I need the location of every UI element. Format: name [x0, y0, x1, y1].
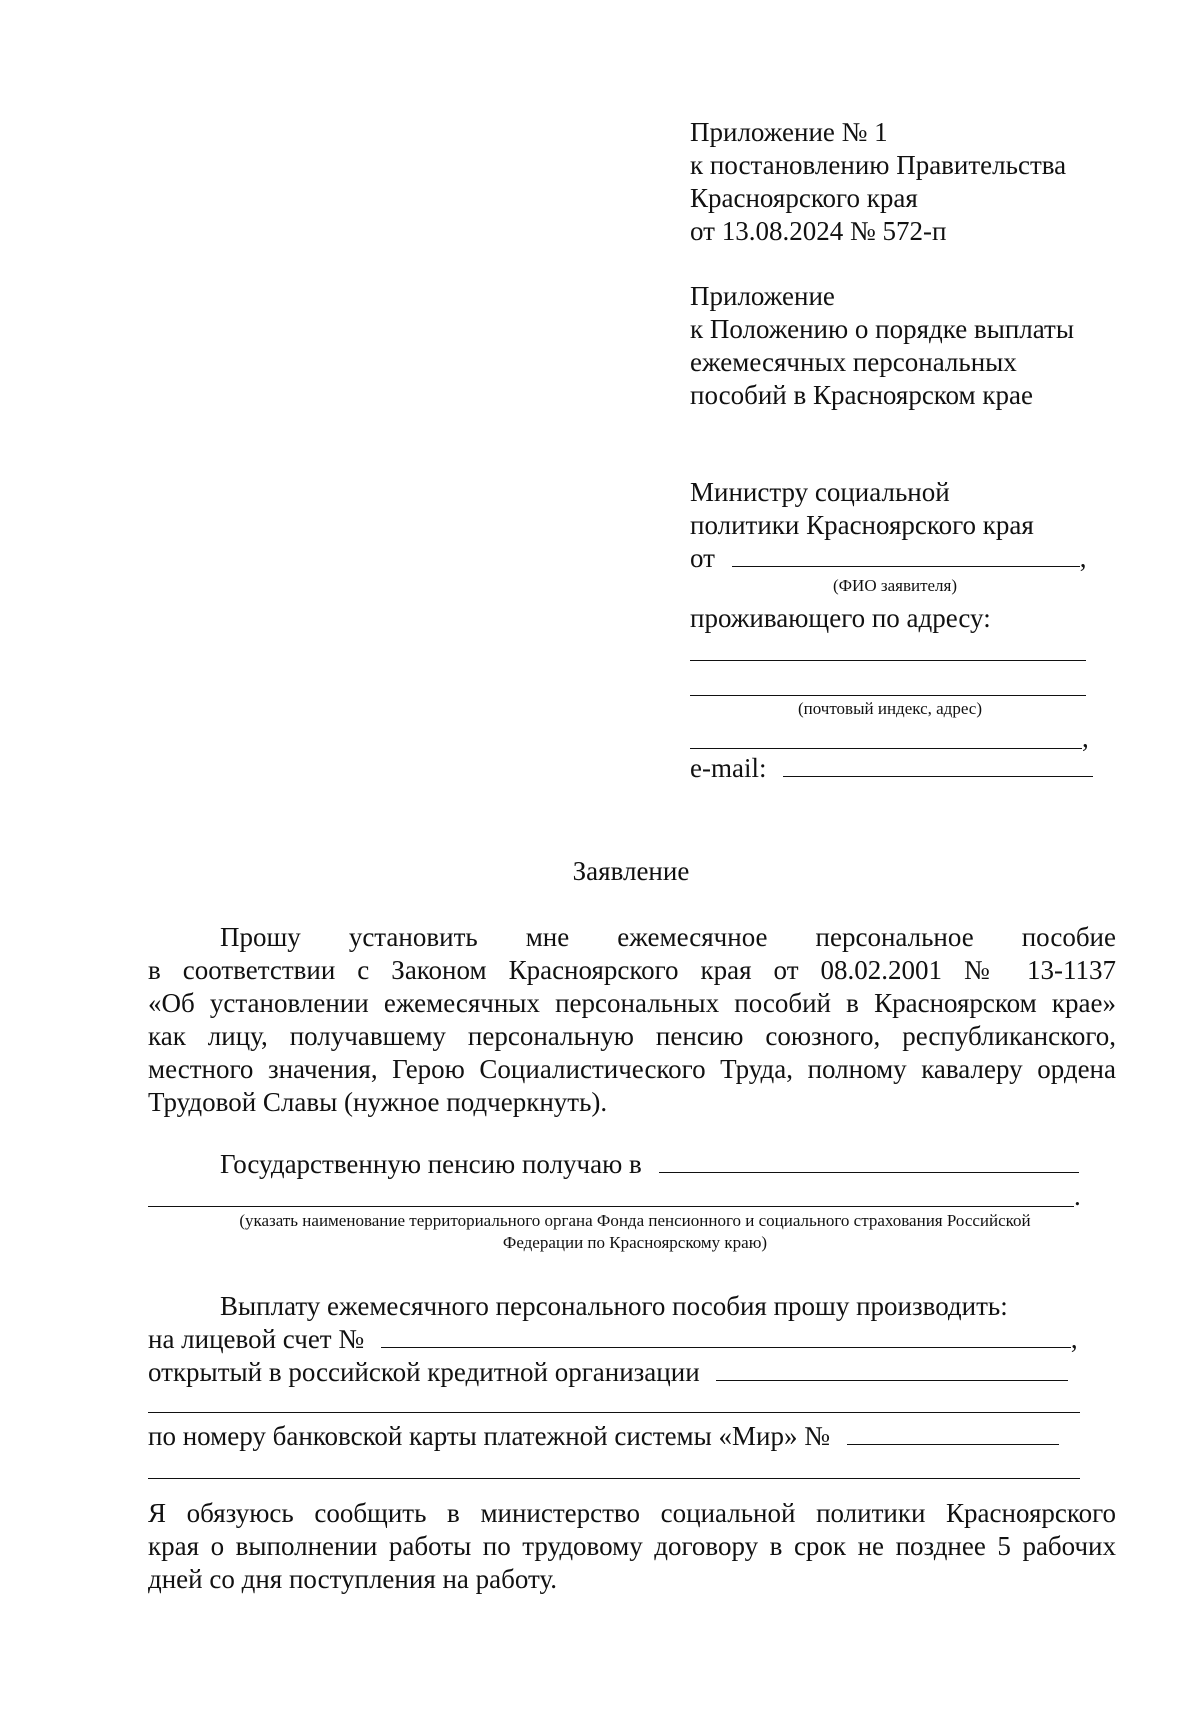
card-label: по номеру банковской карты платежной системы «Мир» №: [148, 1421, 831, 1451]
pension-hint-line: (указать наименование территориального органа Фонда пенсионного и социального страхования Российской: [239, 1211, 1031, 1230]
request-line: в соответствии с Законом Красноярского края от 08.02.2001 № 13-1137: [148, 955, 1116, 985]
pension-period: .: [1074, 1181, 1081, 1211]
card-number-field-line-2[interactable]: [148, 1478, 1080, 1479]
address-field-line-2[interactable]: [690, 695, 1086, 696]
bank-name-field[interactable]: [716, 1356, 1068, 1381]
address-comma: ,: [1082, 723, 1089, 753]
pension-hint: [140, 1210, 1130, 1254]
pension-row: [220, 1148, 1079, 1181]
pension-label: Государственную пенсию получаю в: [220, 1149, 642, 1179]
applicant-name-field[interactable]: [732, 542, 1080, 567]
from-label: от: [690, 543, 715, 573]
account-label: на лицевой счет №: [148, 1324, 365, 1354]
account-row: [148, 1323, 1078, 1356]
appendix-1-line: к постановлению Правительства: [690, 150, 1067, 180]
address-hint: (почтовый индекс, адрес): [797, 699, 982, 718]
bank-label: открытый в российской кредитной организации: [148, 1357, 700, 1387]
obligation-line: дней со дня поступления на работу.: [148, 1564, 558, 1594]
appendix-1-line: от 13.08.2024 № 572-п: [690, 216, 947, 246]
appendix-2-line: пособий в Красноярском крае: [690, 380, 1033, 410]
fio-hint: (ФИО заявителя): [832, 576, 958, 595]
card-number-field[interactable]: [847, 1420, 1059, 1445]
account-number-field[interactable]: [381, 1323, 1071, 1348]
obligation-line: Я обязуюсь сообщить в министерство социальной политики Красноярского: [148, 1498, 1116, 1528]
appendix-1-header: [690, 116, 1066, 248]
email-row: [690, 752, 1093, 785]
appendix-2-line: ежемесячных персональных: [690, 347, 1017, 377]
residing-label: проживающего по адресу:: [690, 603, 991, 633]
addressee-line: Министру социальной: [690, 477, 950, 507]
request-line: Трудовой Славы (нужное подчеркнуть).: [148, 1087, 608, 1117]
addressee-line: политики Красноярского края: [690, 510, 1034, 540]
address-field-line-3[interactable]: [690, 748, 1082, 749]
appendix-2-header: [690, 280, 1074, 412]
appendix-2-line: Приложение: [690, 281, 835, 311]
obligation-paragraph: [148, 1497, 1116, 1596]
addressee-block: [690, 476, 1034, 542]
pension-office-field[interactable]: [659, 1148, 1079, 1173]
appendix-1-line: Красноярского края: [690, 183, 918, 213]
request-line: «Об установлении ежемесячных персональных пособий в Красноярском крае»: [148, 988, 1116, 1018]
appendix-1-line: Приложение № 1: [690, 117, 888, 147]
bank-name-field-line-2[interactable]: [148, 1412, 1080, 1413]
email-label: e-mail:: [690, 753, 767, 783]
obligation-line: края о выполнении работы по трудовому договору в срок не позднее 5 рабочих: [148, 1531, 1116, 1561]
bank-row: [148, 1356, 1068, 1389]
from-comma: ,: [1079, 543, 1087, 573]
request-line: Прошу установить мне ежемесячное персональное пособие: [220, 922, 1116, 952]
appendix-2-line: к Положению о порядке выплаты: [690, 314, 1074, 344]
document-title: Заявление: [572, 856, 690, 886]
from-row: [690, 542, 1086, 575]
request-paragraph: [148, 921, 1116, 1119]
account-comma: ,: [1070, 1324, 1078, 1354]
card-row: [148, 1420, 1059, 1453]
request-line: местного значения, Герою Социалистического Труда, полному кавалеру ордена: [148, 1054, 1116, 1084]
payment-intro: Выплату ежемесячного персонального пособия прошу производить:: [220, 1291, 1008, 1321]
address-field-line-1[interactable]: [690, 660, 1086, 661]
request-line: как лицу, получавшему персональную пенсию союзного, республиканского,: [148, 1021, 1116, 1051]
pension-hint-line: Федерации по Красноярскому краю): [502, 1233, 768, 1252]
email-field[interactable]: [783, 752, 1093, 777]
pension-office-field-line-2[interactable]: [148, 1206, 1074, 1207]
